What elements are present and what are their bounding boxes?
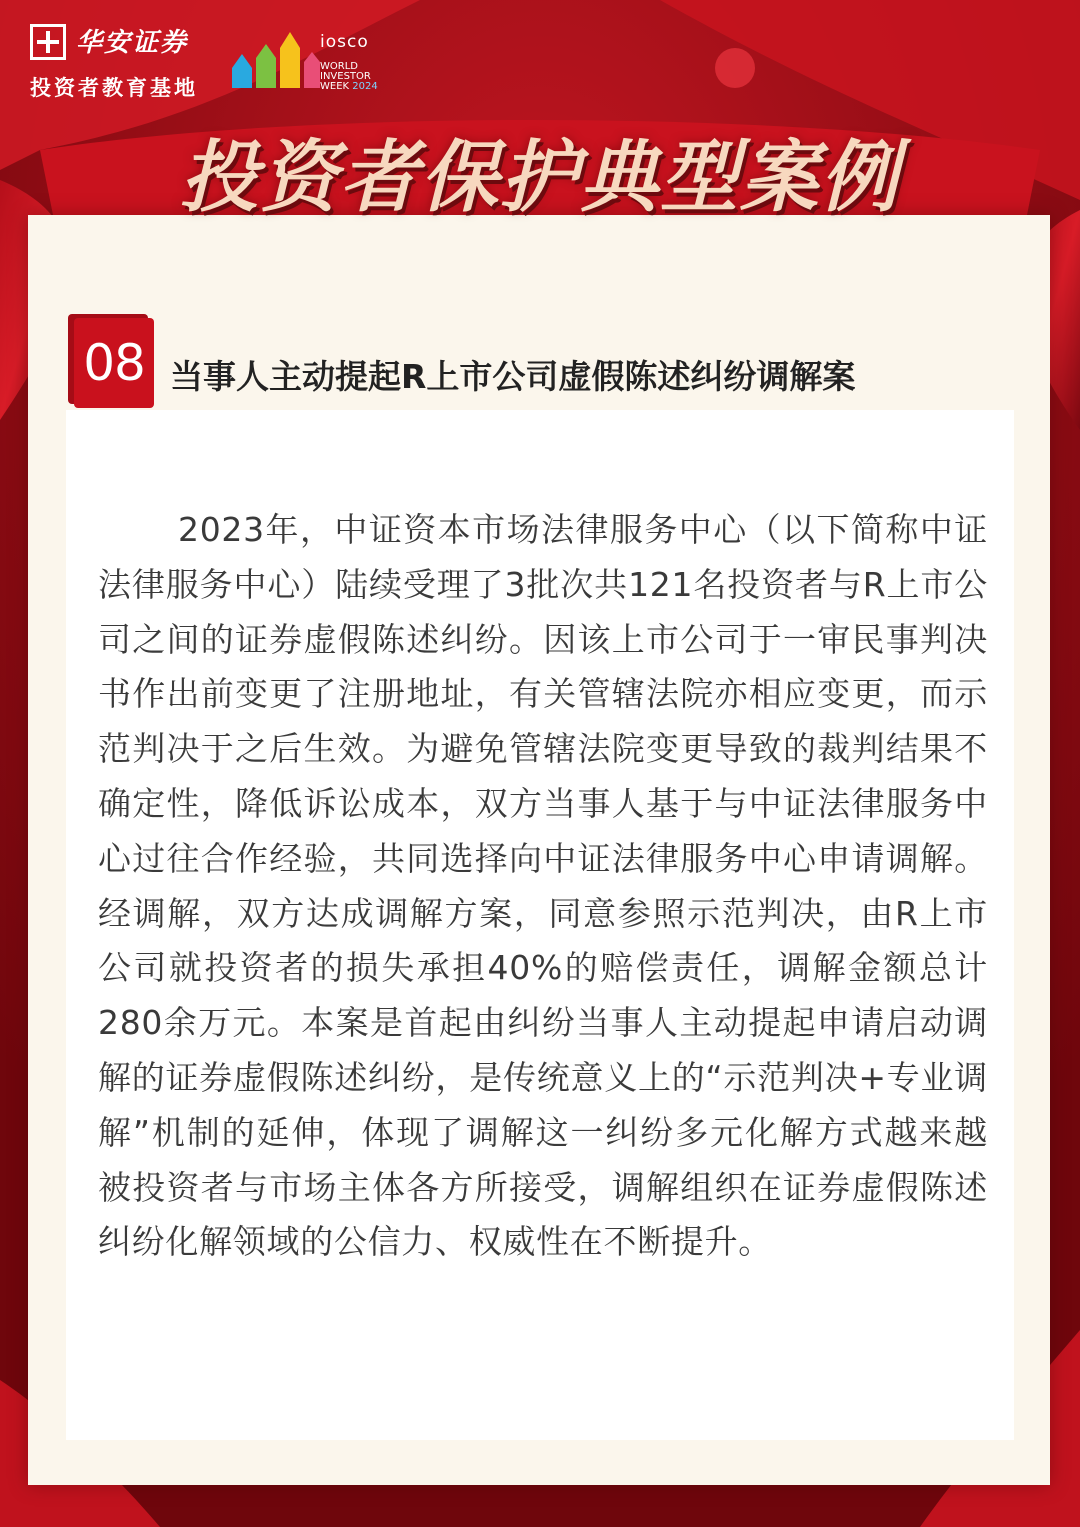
pencils-icon xyxy=(228,18,320,100)
huaan-securities-logo xyxy=(30,22,200,102)
brand-name: 华安证券 xyxy=(76,28,189,58)
iosco-label: iosco xyxy=(320,32,369,52)
page-title: 投资者保护典型案例 xyxy=(179,133,900,223)
case-body-text: 2023年，中证资本市场法律服务中心（以下简称中证法律服务中心）陆续受理了3批次共121名投资者与R上市公司之间的证券虚假陈述纠纷。因该上市公司于一审民事判决书作出前变更了注册地址，有关管辖法院亦相应变更，而示范判决于之后生效。为避免管辖法院变更导致的裁判结果不确定性，降低诉讼成本，双方当事人基于与中证法律服务中心过往合作经验，共同选择向中证法律服务中心申请调解。经调解，双方达成调解方案，同意参照示范判决，由R上市公司就投资者的损失承担40%的赔偿责任，调解金额总计280余万元。本案是首起由纠纷当事人主动提起申请启动调解的证券虚假陈述纠纷，是传统意义上的“示范判决+专业调解”机制的延伸，体现了调解这一纠纷多元化解方式越来越被投资者与市场主体各方所接受，调解组织在证券虚假陈述纠纷化解领域的公信力、权威性在不断提升。 xyxy=(98,510,988,1262)
huaan-logo-icon xyxy=(30,24,66,60)
case-number-badge: 08 xyxy=(74,318,154,408)
case-title: 当事人主动提起R上市公司虚假陈述纠纷调解案 xyxy=(170,357,856,396)
world-investor-week-logo xyxy=(228,18,388,100)
world-investor-week-label: WORLD INVESTOR WEEK 2024 xyxy=(320,61,378,92)
brand-subtitle: 投资者教育基地 xyxy=(30,76,198,100)
